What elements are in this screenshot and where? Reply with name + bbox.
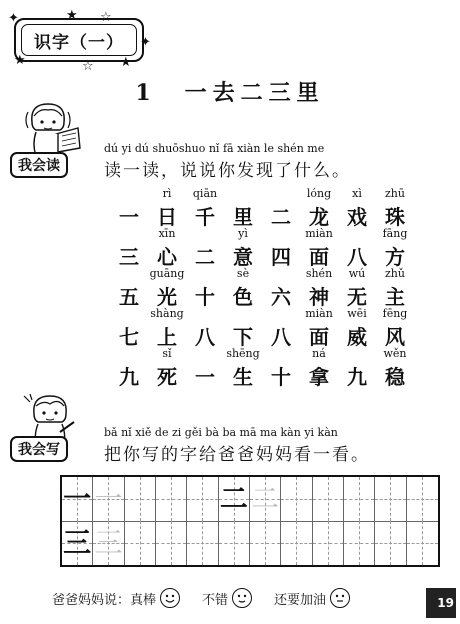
trace-char: 二 <box>251 482 280 515</box>
idiom-char: 上 <box>157 325 177 349</box>
girl-reading-illustration <box>18 98 82 158</box>
grid-cell[interactable] <box>281 477 312 521</box>
idiom-char: 八 <box>347 245 367 269</box>
page-number: 19 <box>426 588 456 618</box>
smile-face-icon[interactable] <box>232 588 252 608</box>
idiom-char: 十 <box>195 285 215 309</box>
idiom-char: 九 <box>119 365 139 389</box>
rating-try-harder-label: 还要加油 <box>274 592 327 608</box>
grid-cell[interactable] <box>281 521 312 565</box>
read-pinyin: dú yi dú shuōshuo nǐ fā xiàn le shén me <box>104 142 325 155</box>
idiom-char: 风 <box>385 325 405 349</box>
idiom-char: 八 <box>271 325 291 349</box>
write-badge: 我会写 <box>10 436 68 462</box>
idiom-char: 面 <box>309 325 329 349</box>
write-pinyin: bǎ nǐ xiě de zi gěi bà ba mā ma kàn yi kàn <box>104 426 338 439</box>
pinyin: shēng <box>226 347 260 360</box>
model-char: 二 <box>219 482 248 515</box>
grid-cell[interactable] <box>407 477 438 521</box>
star-icon: ★ <box>120 55 132 70</box>
grid-cell[interactable] <box>187 477 218 521</box>
grid-cell[interactable] <box>344 521 375 565</box>
star-icon: ★ <box>66 8 78 23</box>
pinyin: xì <box>352 187 362 200</box>
idiom-row <box>0 347 460 389</box>
idiom-row <box>0 307 460 349</box>
idiom-char: 光 <box>157 285 177 309</box>
idiom-char: 二 <box>271 205 291 229</box>
pinyin: xīn <box>158 227 176 240</box>
grid-cell[interactable] <box>407 521 438 565</box>
idiom-row <box>0 267 460 309</box>
idiom-char: 二 <box>195 245 215 269</box>
trace-char: 一 <box>94 482 123 515</box>
idiom-char: 十 <box>271 365 291 389</box>
grid-cell[interactable] <box>62 521 93 565</box>
idiom-char: 拿 <box>309 365 329 389</box>
idiom-char: 一 <box>119 205 139 229</box>
pinyin: zhǔ <box>385 267 405 280</box>
idiom-char: 主 <box>385 285 405 309</box>
pinyin: lóng <box>306 187 332 200</box>
idiom-char: 心 <box>157 245 177 269</box>
idiom-char: 死 <box>157 365 177 389</box>
grid-cell[interactable] <box>93 477 124 521</box>
grid-cell[interactable] <box>62 477 93 521</box>
idiom-char: 生 <box>233 365 253 389</box>
pinyin: fēng <box>382 307 408 320</box>
grid-cell[interactable] <box>250 477 281 521</box>
idiom-char: 无 <box>347 285 367 309</box>
idiom-char: 里 <box>233 205 253 229</box>
grid-cell[interactable] <box>250 521 281 565</box>
lesson-title: 1 一去二三里 <box>135 80 325 106</box>
grid-cell[interactable] <box>125 477 156 521</box>
pinyin: zhū <box>385 187 405 200</box>
grid-cell[interactable] <box>93 521 124 565</box>
grid-cell[interactable] <box>219 521 250 565</box>
pinyin: wú <box>348 267 366 280</box>
star-icon: ☆ <box>82 59 94 74</box>
idiom-char: 七 <box>119 325 139 349</box>
pinyin: rì <box>162 187 172 200</box>
star-icon: ✦ <box>140 35 151 50</box>
idiom-char: 面 <box>309 245 329 269</box>
pinyin: shàng <box>150 307 184 320</box>
star-icon: ★ <box>14 53 26 68</box>
idiom-char: 三 <box>119 245 139 269</box>
idiom-char: 千 <box>195 205 215 229</box>
read-instruction: 读一读，说说你发现了什么。 <box>104 161 351 181</box>
idiom-char: 色 <box>233 285 253 309</box>
pinyin: ná <box>312 347 326 360</box>
idiom-char: 下 <box>233 325 253 349</box>
rating-great-label: 真棒 <box>130 592 157 608</box>
grid-cell[interactable] <box>156 521 187 565</box>
pinyin: guāng <box>149 267 185 280</box>
pinyin: miàn <box>305 307 333 320</box>
idiom-char: 戏 <box>347 205 367 229</box>
idiom-row <box>0 187 460 229</box>
idiom-char: 珠 <box>385 205 405 229</box>
model-char: 三 <box>63 526 92 559</box>
idiom-char: 八 <box>195 325 215 349</box>
star-icon: ✦ <box>8 11 19 26</box>
rating-good-label: 不错 <box>202 592 229 608</box>
pinyin: qiān <box>192 187 218 200</box>
grid-cell[interactable] <box>125 521 156 565</box>
model-char: 一 <box>63 482 92 515</box>
grid-cell[interactable] <box>313 477 344 521</box>
grid-cell[interactable] <box>156 477 187 521</box>
idiom-row <box>0 227 460 269</box>
pinyin: sǐ <box>162 347 172 360</box>
idiom-char: 意 <box>233 245 253 269</box>
idiom-char: 一 <box>195 365 215 389</box>
grid-cell[interactable] <box>375 521 406 565</box>
pinyin: wěn <box>383 347 407 360</box>
write-instruction: 把你写的字给爸爸妈妈看一看。 <box>104 445 370 465</box>
pinyin: yì <box>238 227 248 240</box>
grid-cell[interactable] <box>313 521 344 565</box>
idiom-char: 六 <box>271 285 291 309</box>
grid-cell[interactable] <box>219 477 250 521</box>
section-title: 识字（一） <box>34 32 124 53</box>
star-icon: ☆ <box>100 10 112 25</box>
feedback-prefix: 爸爸妈妈说： <box>52 592 131 608</box>
idiom-char: 神 <box>309 285 329 309</box>
writing-grid[interactable] <box>60 475 440 567</box>
pinyin: sè <box>236 267 250 280</box>
pinyin: shén <box>305 267 333 280</box>
idiom-char: 四 <box>271 245 291 269</box>
grid-cell[interactable] <box>344 477 375 521</box>
idiom-char: 稳 <box>385 365 405 389</box>
pinyin: wēi <box>347 307 367 320</box>
idiom-char: 五 <box>119 285 139 309</box>
read-badge: 我会读 <box>10 152 68 178</box>
grid-cell[interactable] <box>187 521 218 565</box>
parent-feedback <box>52 588 350 608</box>
pinyin: miàn <box>305 227 333 240</box>
pinyin: fāng <box>382 227 408 240</box>
idiom-char: 龙 <box>309 205 329 229</box>
grid-cell[interactable] <box>375 477 406 521</box>
neutral-face-icon[interactable] <box>330 588 350 608</box>
idiom-char: 方 <box>385 245 405 269</box>
smiley-face-icon[interactable] <box>160 588 180 608</box>
idiom-char: 日 <box>157 205 177 229</box>
idiom-char: 九 <box>347 365 367 389</box>
trace-char: 三 <box>94 526 123 559</box>
idiom-char: 威 <box>347 325 367 349</box>
